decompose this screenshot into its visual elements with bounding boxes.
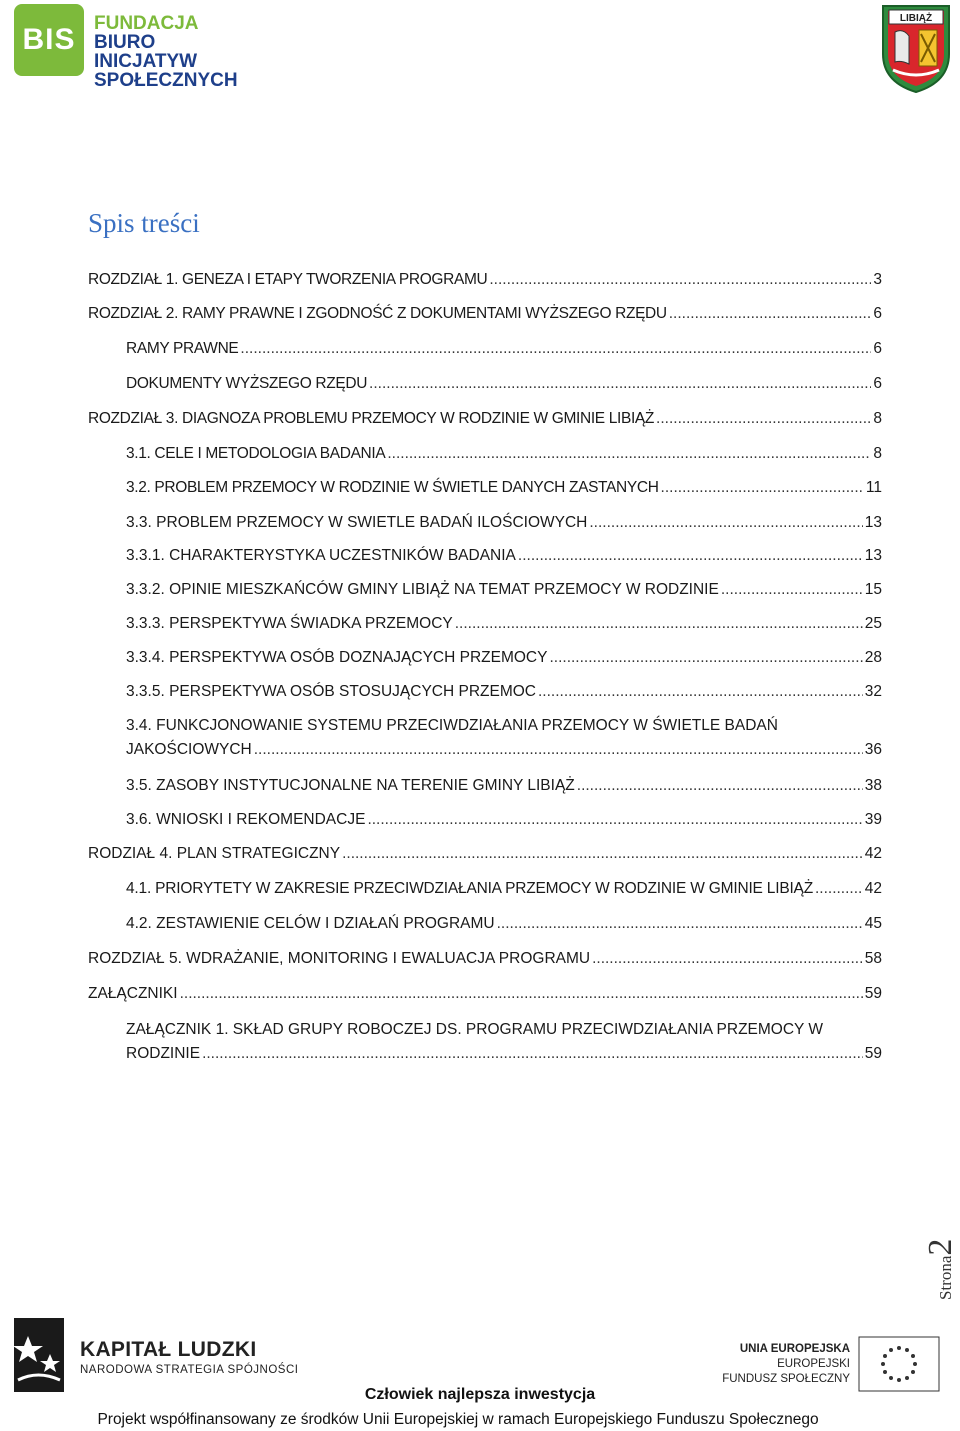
kapital-ludzki-title: KAPITAŁ LUDZKI xyxy=(80,1338,257,1361)
page-number-label: Strona xyxy=(936,1255,955,1300)
toc-entry-rozdzial-5[interactable]: ROZDZIAŁ 5. WDRAŻANIE, MONITORING I EWALUACJA PROGRAMU ..... 58 xyxy=(88,947,882,971)
bis-logo-text xyxy=(94,14,254,90)
libiaz-coat-of-arms-icon xyxy=(879,2,953,94)
toc-entry-3-3-5[interactable]: 3.3.5. PERSPEKTYWA OSÓB STOSUJĄCYCH PRZEMOC ..... 32 xyxy=(126,680,882,704)
eu-text xyxy=(700,1342,850,1387)
bis-logo-line3: SPOŁECZNYCH xyxy=(94,70,238,91)
eu-line2: EUROPEJSKI xyxy=(777,1358,850,1370)
eu-line3: FUNDUSZ SPOŁECZNY xyxy=(722,1373,850,1385)
footer-slogan: Człowiek najlepsza inwestycja xyxy=(364,1386,596,1403)
kapital-ludzki-subtitle: NARODOWA STRATEGIA SPÓJNOŚCI xyxy=(80,1364,299,1376)
footer-funding-note: Projekt współfinansowany ze środków Unii Europejskiej w ramach Europejskiego Funduszu Społecznego xyxy=(97,1411,819,1428)
crest-label: LIBIĄŻ xyxy=(899,13,933,24)
toc-entry-rozdzial-1[interactable]: ROZDZIAŁ 1. GENEZA I ETAPY TWORZENIA PROGRAMU ..... 3 xyxy=(88,268,882,292)
toc-entry-zalaczniki[interactable]: ZAŁĄCZNIKI ..... 59 xyxy=(88,982,882,1006)
page-number xyxy=(922,1239,960,1300)
kapital-ludzki-text xyxy=(80,1338,298,1376)
eu-line1: UNIA EUROPEJSKA xyxy=(739,1343,850,1355)
toc-entry-4-2[interactable]: 4.2. ZESTAWIENIE CELÓW I DZIAŁAŃ PROGRAMU ..... 45 xyxy=(126,912,882,936)
bis-logo-line1: FUNDACJA xyxy=(94,13,199,34)
toc-entry-3-1[interactable]: 3.1. CELE I METODOLOGIA BADANIA ..... 8 xyxy=(126,442,882,466)
bis-logo-mark: BIS xyxy=(14,4,84,76)
toc-entry-3-3-2[interactable]: 3.3.2. OPINIE MIESZKAŃCÓW GMINY LIBIĄŻ NA TEMAT PRZEMOCY W RODZINIE ..... 15 xyxy=(126,578,882,602)
bis-logo-line2: BIURO INICJATYW xyxy=(94,32,198,72)
kapital-ludzki-logo-icon xyxy=(8,1314,70,1396)
toc-entry-3-2[interactable]: 3.2. PROBLEM PRZEMOCY W RODZINIE W ŚWIETLE DANYCH ZASTANYCH ..... 11 xyxy=(126,476,882,500)
toc-entry-rozdzial-2[interactable]: ROZDZIAŁ 2. RAMY PRAWNE I ZGODNOŚĆ Z DOKUMENTAMI WYŻSZEGO RZĘDU ..... 6 xyxy=(88,302,882,326)
toc-entry-ramy-prawne[interactable]: RAMY PRAWNE ..... 6 xyxy=(126,337,882,361)
toc-entry-rozdzial-3[interactable]: ROZDZIAŁ 3. DIAGNOZA PROBLEMU PRZEMOCY W RODZINIE W GMINIE LIBIĄŻ ..... 8 xyxy=(88,407,882,431)
toc-entry-4-1[interactable]: 4.1. PRIORYTETY W ZAKRESIE PRZECIWDZIAŁANIA PRZEMOCY W RODZINIE W GMINIE LIBIĄŻ ..... 42 xyxy=(126,877,882,901)
page-number-value: 2 xyxy=(922,1238,959,1256)
toc-entry-3-3-4[interactable]: 3.3.4. PERSPEKTYWA OSÓB DOZNAJĄCYCH PRZEMOCY ..... 28 xyxy=(126,646,882,670)
toc-entry-3-5[interactable]: 3.5. ZASOBY INSTYTUCJONALNE NA TERENIE GMINY LIBIĄŻ ..... 38 xyxy=(126,774,882,798)
toc-entry-dokumenty[interactable]: DOKUMENTY WYŻSZEGO RZĘDU ..... 6 xyxy=(126,372,882,396)
toc-entry-zalacznik-1[interactable]: ZAŁĄCZNIK 1. SKŁAD GRUPY ROBOCZEJ DS. PROGRAMU PRZECIWDZIAŁANIA PRZEMOCY W RODZINIE ..... 59 xyxy=(126,1018,882,1066)
toc-entry-3-6[interactable]: 3.6. WNIOSKI I REKOMENDACJE ..... 39 xyxy=(126,808,882,832)
toc-entry-3-3-1[interactable]: 3.3.1. CHARAKTERYSTYKA UCZESTNIKÓW BADANIA ..... 13 xyxy=(126,544,882,568)
eu-flag-icon xyxy=(858,1336,940,1392)
toc-entry-3-4[interactable]: 3.4. FUNKCJONOWANIE SYSTEMU PRZECIWDZIAŁANIA PRZEMOCY W ŚWIETLE BADAŃ JAKOŚCIOWYCH ..... 36 xyxy=(126,714,882,762)
toc-entry-3-3[interactable]: 3.3. PROBLEM PRZEMOCY W SWIETLE BADAŃ ILOŚCIOWYCH ..... 13 xyxy=(126,511,882,535)
bis-foundation-logo xyxy=(14,4,254,91)
toc-entry-rozdzial-4[interactable]: RODZIAŁ 4. PLAN STRATEGICZNY ..... 42 xyxy=(88,842,882,866)
toc-entry-3-3-3[interactable]: 3.3.3. PERSPEKTYWA ŚWIADKA PRZEMOCY ..... 25 xyxy=(126,612,882,636)
toc-title: Spis treści xyxy=(88,208,200,238)
